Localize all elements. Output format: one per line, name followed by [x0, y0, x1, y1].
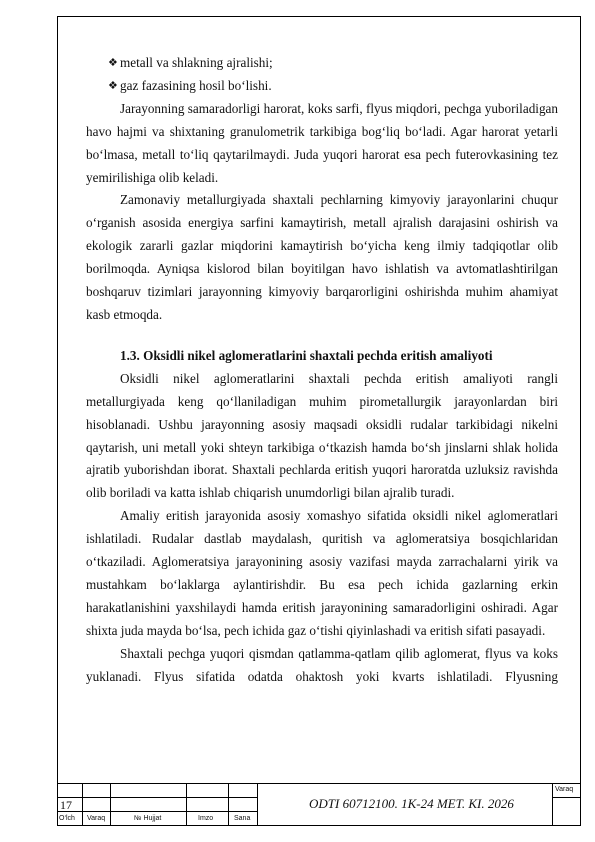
col-label: Sana [234, 815, 251, 822]
title-block-stamp [57, 783, 581, 826]
col-label: № Hujjat [134, 815, 162, 822]
section-heading: 1.3. Oksidli nikel aglomeratlarini shaxtali pechda eritish amaliyoti [120, 347, 493, 363]
document-body [86, 52, 558, 688]
paragraph: Jarayonning samaradorligi harorat, koks sarfi, flyus miqdori, pechga yuboriladigan havo hajmi va shixtaning granulometrik tarkibiga bog‘liq bo‘ladi. Agar harorat yetarli bo‘lmasa, metall to‘liq qaytarilmaydi. Juda yuqori harorat esa pech futerovkasining tez yemirilishiga olib keladi. [86, 100, 558, 185]
diamond-bullet-icon: ❖ [108, 57, 118, 69]
page-number: 17 [60, 798, 72, 812]
col-label: O‘lch [59, 815, 75, 822]
bullet-text: gaz fazasining hosil bo‘lishi. [120, 77, 272, 93]
paragraph: Shaxtali pechga yuqori qismdan qatlamma-qatlam qilib aglomerat, flyus va koks yuklanadi. Flyus sifatida odatda ohaktosh yoki kvarts ishlatiladi. Flyusning [86, 645, 558, 684]
col-label: Imzo [198, 815, 214, 822]
document-code: ODTI 60712100. 1K-24 MET. KI. 2026 [309, 796, 514, 811]
bullet-item [86, 75, 558, 98]
bullet-text: metall va shlakning ajralishi; [120, 55, 273, 70]
paragraph: Oksidli nikel aglomeratlarini shaxtali pechda eritish amaliyoti rangli metallurgiyada keng qo‘llaniladigan muhim pirometallurgik jarayonlardan biri hisoblanadi. Ushbu jarayonning asosiy maqsadi oksidli rudalar tarkibidagi nikelni qaytarish, uni metall yoki shteyn tarkibiga o‘tkazish hamda bo‘sh jinslarni shlak holida ajratib yuborishdan iborat. Shaxtali pechlarda eritish yuqori haroratda uzluksiz ravishda olib boriladi va katta ishlab chiqarish unumdorligi bilan ajralib turadi. [86, 370, 558, 501]
col-label: Varaq [87, 815, 106, 822]
sheet-label: Varaq [555, 786, 574, 793]
paragraph: Amaliy eritish jarayonida asosiy xomashyo sifatida oksidli nikel aglomeratlari ishlatiladi. Rudalar dastlab maydalash, quritish va aglomeratsiya bosqichlaridan o‘tkaziladi. Aglomeratsiya jarayonining asosiy vazifasi mayda zarrachalarni yirik va mustahkam bo‘laklarga aylantirishdir. Bu esa pech ichida gazlarning erkin harakatlanishini yaxshilaydi hamda eritish jarayonining samaradorligini oshiradi. Agar shixta juda mayda bo‘lsa, pech ichida gaz o‘tishi qiyinlashadi va eritish sifati pasayadi. [86, 508, 558, 638]
bullet-item [86, 52, 558, 75]
diamond-bullet-icon: ❖ [108, 79, 118, 92]
paragraph: Zamonaviy metallurgiyada shaxtali pechlarning kimyoviy jarayonlarini chuqur o‘rganish asosida energiya sarfini kamaytirish, metall ajralish darajasini oshirish va ekologik zararli gazlar miqdorini kamaytirish bo‘yicha keng ilmiy tadqiqotlar olib borilmoqda. Ayniqsa kislorod bilan boyitilgan havo ishlatish va avtomatlashtirilgan boshqaruv tizimlari jarayonning kimyoviy barqarorligini oshirishda muhim ahamiyat kasb etmoqda. [86, 192, 558, 322]
